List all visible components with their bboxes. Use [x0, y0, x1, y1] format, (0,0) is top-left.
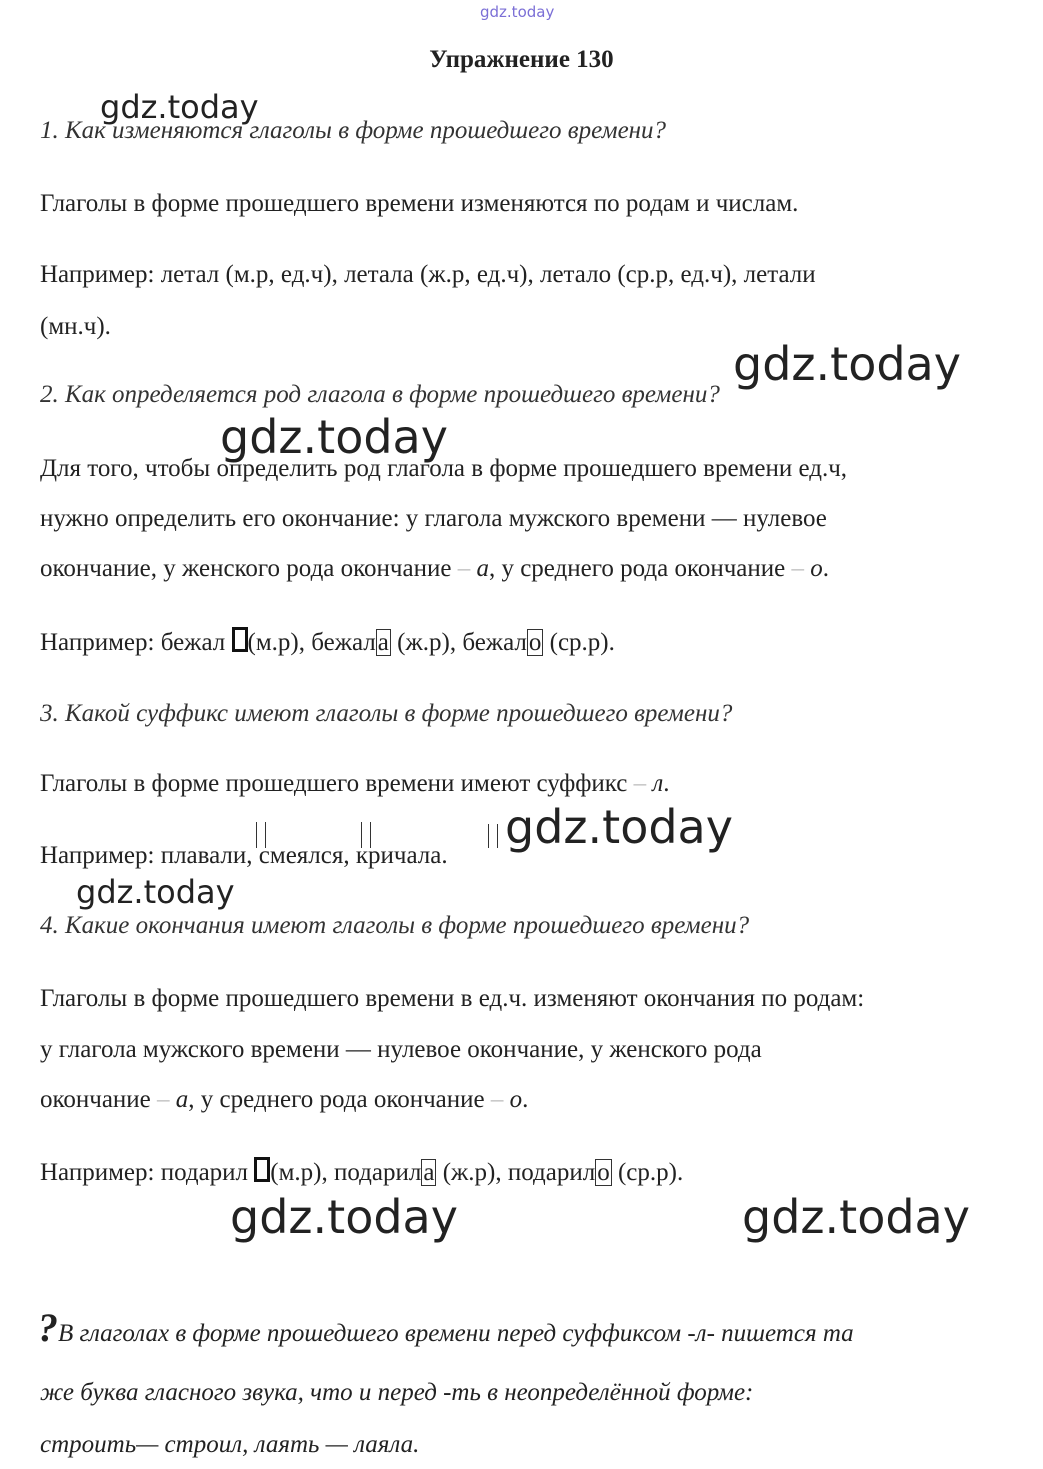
question-2: 2. Как определяется род глагола в форме прошедшего времени?	[40, 381, 720, 408]
dash: –	[457, 555, 471, 582]
ending-box-o: о	[528, 629, 542, 656]
answer-4-text-a: окончание	[40, 1086, 158, 1113]
answer-4-line-2: у глагола мужского времени — нулевое окончание, у женского рода	[40, 1036, 762, 1063]
ending-a: а	[476, 555, 489, 582]
question-3: 3. Какой суффикс имеют глаголы в форме прошедшего времени?	[40, 700, 733, 727]
zero-ending-box	[232, 627, 248, 652]
answer-4-text-c: , у среднего рода окончание	[188, 1086, 491, 1113]
example-4-text-a: Например: подарил	[40, 1159, 255, 1186]
watermark: gdz.today	[220, 410, 448, 464]
dash: –	[490, 1086, 504, 1113]
question-1: 1. Как изменяются глаголы в форме прошедшего времени?	[40, 117, 667, 144]
answer-2-text-c: , у среднего рода окончание	[488, 555, 792, 582]
zero-ending-box	[254, 1157, 270, 1182]
example-2-text-b: (м.р), бежал	[247, 629, 376, 656]
example-2-text-f: (ср.р).	[543, 629, 615, 656]
example-2	[40, 627, 615, 657]
watermark: gdz.today	[505, 800, 733, 854]
ending-box-o: о	[597, 1159, 610, 1186]
answer-4-line-3: окончание – а, у среднего рода окончание – о.	[40, 1086, 529, 1113]
ending-box-a: а	[377, 629, 389, 656]
answer-2-line-1: Для того, чтобы определить род глагола в форме прошедшего времени ед.ч,	[40, 455, 848, 482]
rule-text-1: В глаголах в форме прошедшего времени перед суффиксом -л- пишется та	[58, 1320, 854, 1347]
example-2-text-a: Например: бежал	[40, 629, 232, 656]
rule-line-1	[38, 1304, 854, 1351]
rule-line-2: же буква гласного звука, что и перед -ть в неопределённой форме:	[40, 1379, 754, 1406]
example-4-text-b: (м.р), подарил	[270, 1159, 422, 1186]
ending-a: а	[175, 1086, 189, 1113]
watermark: gdz.today	[100, 88, 259, 126]
answer-3-text: Глаголы в форме прошедшего времени имеют суффикс	[40, 770, 634, 797]
answer-3: Глаголы в форме прошедшего времени имеют суффикс – л.	[40, 770, 670, 797]
watermark: gdz.today	[733, 337, 961, 391]
page-title: Упражнение 130	[429, 46, 614, 73]
ending-o: о	[810, 555, 823, 582]
example-4-text-f: (ср.р).	[611, 1159, 684, 1186]
example-1-line-1: Например: летал (м.р, ед.ч), летала (ж.р, ед.ч), летало (ср.р, ед.ч), летали	[40, 261, 816, 288]
example-1-line-2: (мн.ч).	[40, 313, 111, 340]
dash: –	[791, 555, 805, 582]
answer-4-line-1: Глаголы в форме прошедшего времени в ед.ч. изменяют окончания по родам:	[40, 985, 865, 1012]
dash: –	[633, 770, 647, 797]
ending-o: о	[509, 1086, 523, 1113]
ending-box-a: а	[423, 1159, 435, 1186]
watermark: gdz.today	[742, 1190, 970, 1244]
suffix-l: л	[652, 770, 664, 797]
example-2-text-d: (ж.р), бежал	[390, 629, 527, 656]
dash: –	[157, 1086, 170, 1113]
answer-2-line-2: нужно определить его окончание: у глагола мужского времени — нулевое	[40, 505, 827, 532]
rule-line-3: строить— строил, лаять — лаяла.	[40, 1431, 420, 1458]
answer-2-line-3: окончание, у женского рода окончание – а, у среднего рода окончание – о.	[40, 555, 830, 582]
watermark: gdz.today	[230, 1190, 458, 1244]
answer-2-text-a: окончание, у женского рода окончание	[40, 555, 458, 582]
answer-1: Глаголы в форме прошедшего времени изменяются по родам и числам.	[40, 190, 799, 217]
watermark-top: gdz.today	[480, 3, 555, 21]
example-4-text-d: (ж.р), подарил	[436, 1159, 596, 1186]
watermark: gdz.today	[76, 873, 235, 911]
question-mark-icon: ?	[38, 1305, 58, 1350]
question-4: 4. Какие окончания имеют глаголы в форме прошедшего времени?	[40, 912, 750, 939]
example-4	[40, 1157, 683, 1187]
suffix-mark	[488, 824, 498, 848]
example-3: Например: плавали, смеялся, кричала.	[40, 842, 448, 869]
